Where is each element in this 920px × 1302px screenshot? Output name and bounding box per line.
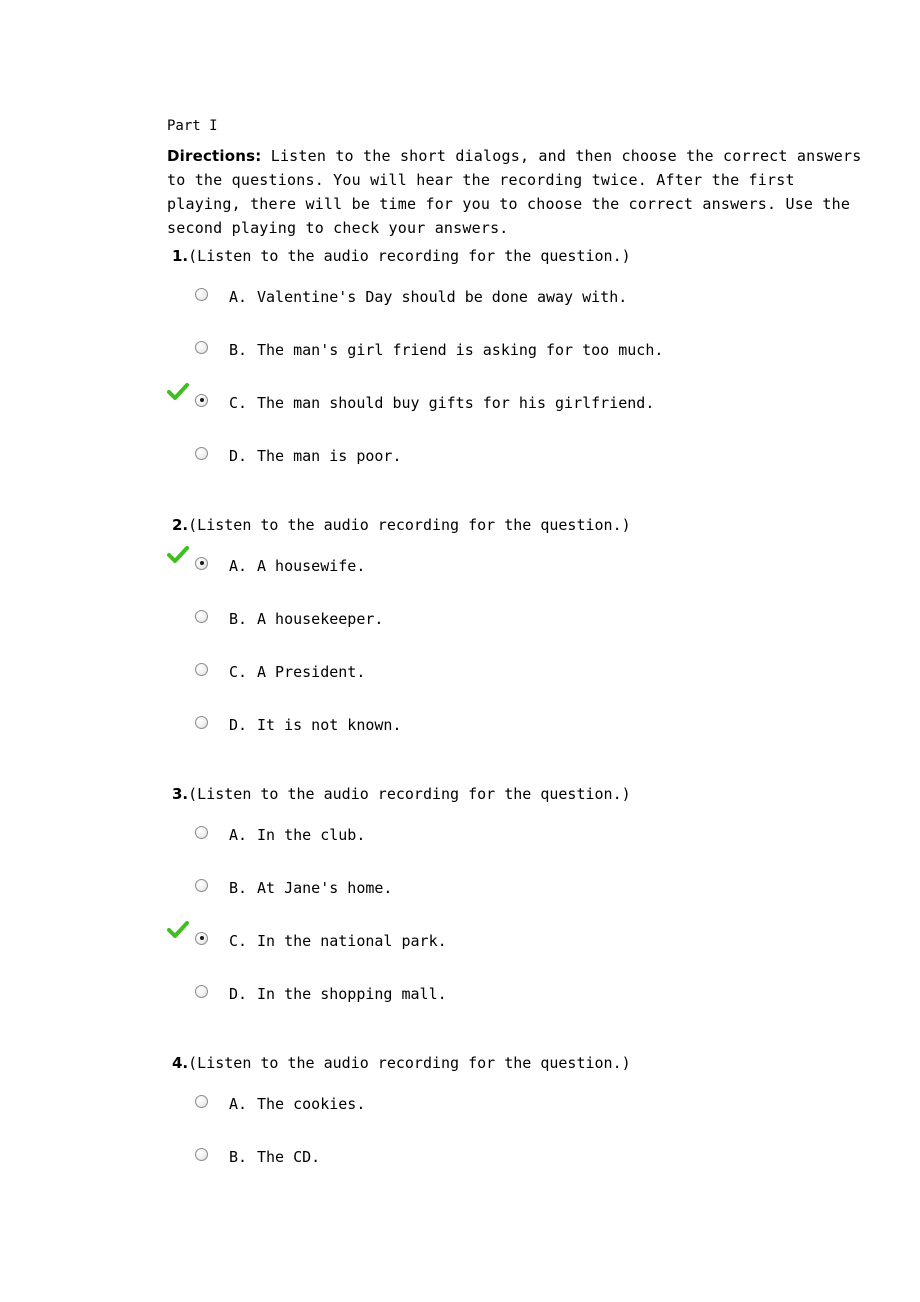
option-3-b[interactable] (195, 877, 392, 899)
question-number: 4. (172, 1054, 189, 1072)
radio-button-icon[interactable] (195, 716, 208, 729)
radio-button-icon[interactable] (195, 663, 208, 676)
option-letter: B. (229, 341, 248, 359)
question-2 (172, 514, 631, 536)
option-1-d[interactable] (195, 445, 402, 467)
option-text: At Jane's home. (257, 879, 393, 897)
option-text: A housekeeper. (257, 610, 384, 628)
radio-button-icon[interactable] (195, 1095, 208, 1108)
option-letter: D. (229, 447, 248, 465)
radio-button-icon[interactable] (195, 1148, 208, 1161)
option-letter: A. (229, 826, 248, 844)
option-text: The cookies. (257, 1095, 366, 1113)
radio-button-icon[interactable] (195, 985, 208, 998)
radio-button-icon[interactable] (195, 932, 208, 945)
question-1 (172, 245, 631, 267)
checkmark-icon (167, 920, 189, 940)
option-2-a[interactable] (195, 555, 365, 577)
question-number: 2. (172, 516, 189, 534)
radio-button-icon[interactable] (195, 557, 208, 570)
option-text: The man's girl friend is asking for too much. (257, 341, 664, 359)
option-2-d[interactable] (195, 714, 402, 736)
radio-button-icon[interactable] (195, 288, 208, 301)
option-text: The CD. (257, 1148, 321, 1166)
checkmark-icon (167, 382, 189, 402)
question-prompt: (Listen to the audio recording for the question.) (188, 516, 631, 534)
option-text: In the club. (257, 826, 366, 844)
option-4-a[interactable] (195, 1093, 365, 1115)
option-3-d[interactable] (195, 983, 447, 1005)
option-letter: C. (229, 932, 248, 950)
option-text: In the shopping mall. (257, 985, 447, 1003)
radio-button-icon[interactable] (195, 610, 208, 623)
option-4-b[interactable] (195, 1146, 320, 1168)
option-letter: A. (229, 288, 248, 306)
option-3-a[interactable] (195, 824, 365, 846)
option-2-b[interactable] (195, 608, 383, 630)
question-3 (172, 783, 631, 805)
option-text: The man should buy gifts for his girlfriend. (257, 394, 655, 412)
radio-button-icon[interactable] (195, 879, 208, 892)
option-text: Valentine's Day should be done away with. (257, 288, 628, 306)
directions-text: Listen to the short dialogs, and then choose the correct answers to the questions. You will hear the recording twice. After the first playing, there will be time for you to choose the correct answers. Use the second playing to check your answers. (167, 147, 862, 237)
option-text: It is not known. (257, 716, 402, 734)
option-3-c[interactable] (195, 930, 447, 952)
option-2-c[interactable] (195, 661, 365, 683)
radio-button-icon[interactable] (195, 341, 208, 354)
option-letter: D. (229, 716, 248, 734)
option-letter: C. (229, 663, 248, 681)
checkmark-icon (167, 545, 189, 565)
option-1-a[interactable] (195, 286, 627, 308)
option-text: A housewife. (257, 557, 366, 575)
option-letter: A. (229, 1095, 248, 1113)
option-text: The man is poor. (257, 447, 402, 465)
option-text: A President. (257, 663, 366, 681)
question-prompt: (Listen to the audio recording for the question.) (188, 785, 631, 803)
option-letter: A. (229, 557, 248, 575)
radio-button-icon[interactable] (195, 447, 208, 460)
option-1-b[interactable] (195, 339, 663, 361)
option-letter: B. (229, 610, 248, 628)
radio-button-icon[interactable] (195, 826, 208, 839)
question-prompt: (Listen to the audio recording for the question.) (188, 247, 631, 265)
question-prompt: (Listen to the audio recording for the question.) (188, 1054, 631, 1072)
question-number: 3. (172, 785, 189, 803)
option-letter: C. (229, 394, 248, 412)
directions (167, 144, 867, 240)
part-label: Part I (167, 118, 218, 134)
option-letter: B. (229, 879, 248, 897)
question-4 (172, 1052, 631, 1074)
directions-label: Directions: (167, 147, 262, 165)
option-text: In the national park. (257, 932, 447, 950)
question-number: 1. (172, 247, 189, 265)
option-1-c[interactable] (195, 392, 654, 414)
option-letter: B. (229, 1148, 248, 1166)
radio-button-icon[interactable] (195, 394, 208, 407)
option-letter: D. (229, 985, 248, 1003)
